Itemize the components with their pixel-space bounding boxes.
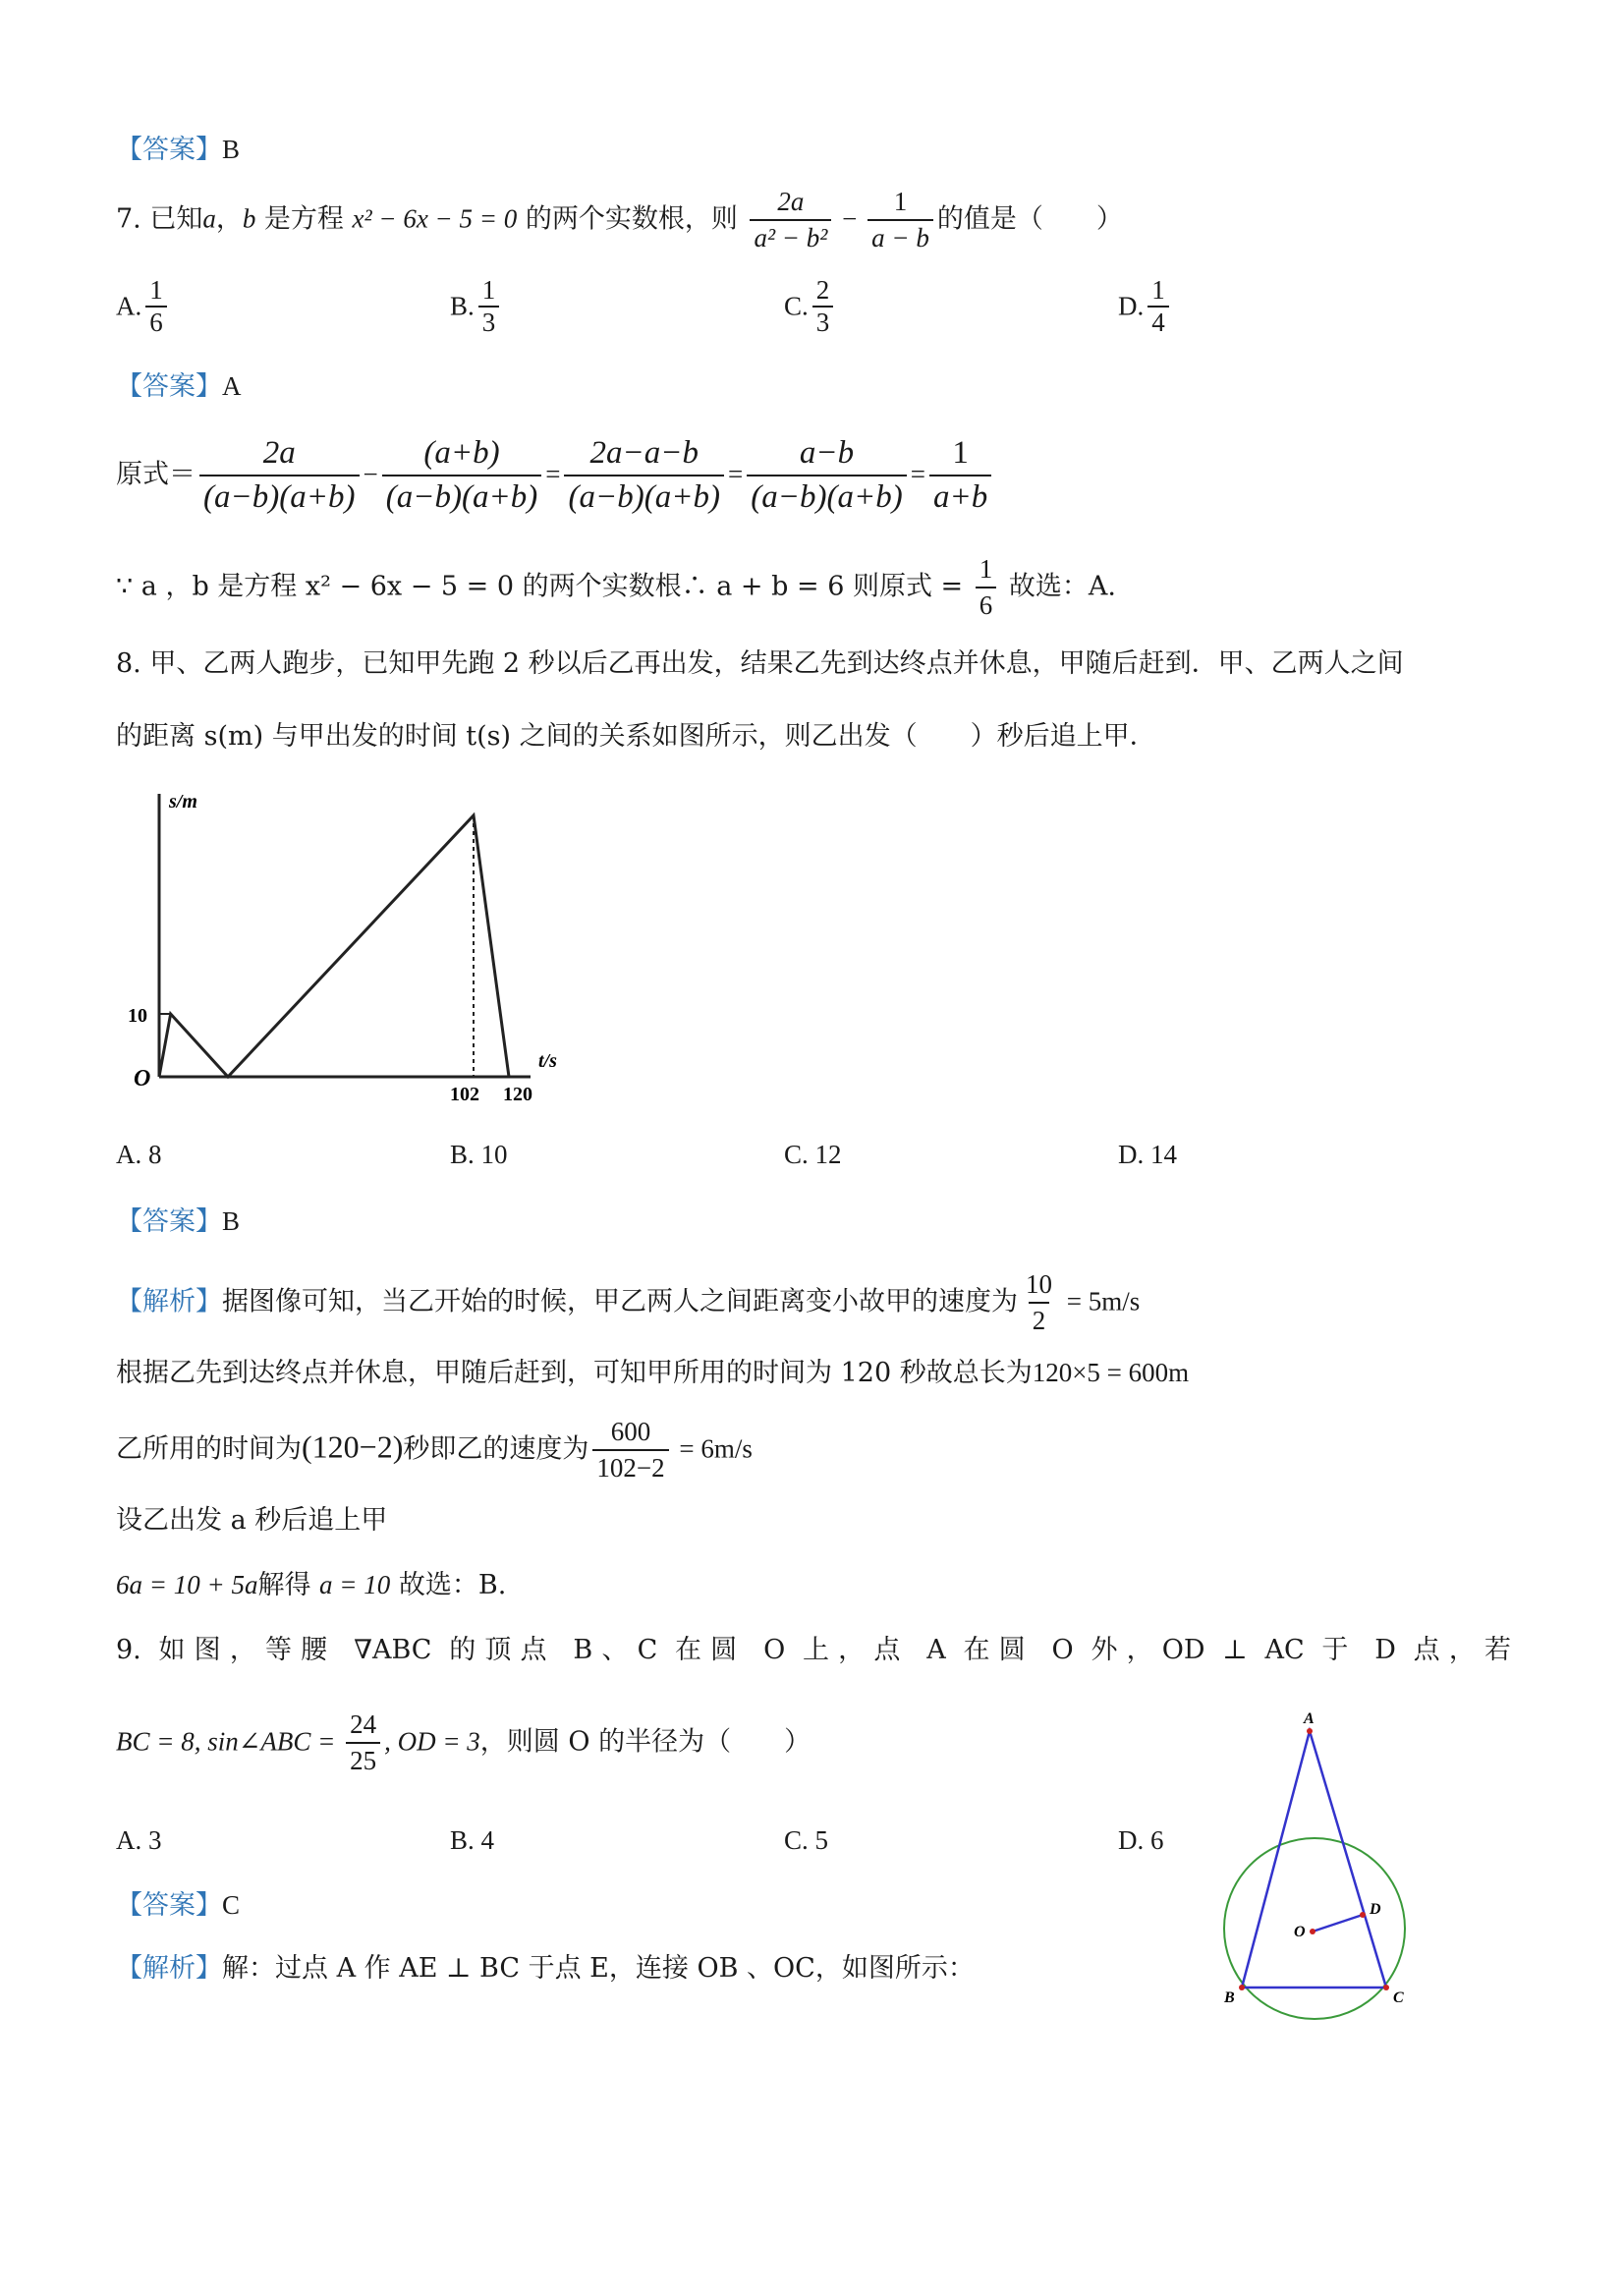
- solution-text: ∵ a ，b 是方程 x² − 6x − 5 = 0 的两个实数根∴ a + b = 6 则原式 =: [116, 571, 972, 602]
- option-b[interactable]: [450, 275, 503, 338]
- answer-8: [116, 1204, 240, 1239]
- solution-prefix: 原式＝: [116, 459, 196, 490]
- answer-6: [116, 133, 240, 167]
- point-c: [1383, 1985, 1389, 1990]
- question-8-line-2: 的距离 s(m) 与甲出发的时间 t(s) 之间的关系如图所示，则乙出发（ ）秒后追上甲．: [116, 721, 1156, 752]
- fraction: [1147, 275, 1169, 338]
- option-c[interactable]: [784, 275, 837, 338]
- option-a[interactable]: [116, 275, 171, 338]
- equals-sign: =: [545, 459, 561, 489]
- solution-8-line-4: 设乙出发 a 秒后追上甲: [116, 1505, 388, 1536]
- solution-result: a = 10: [319, 1570, 391, 1599]
- fraction: [976, 552, 997, 623]
- numerator: 24: [350, 1709, 377, 1739]
- option-label: D.: [1118, 291, 1145, 321]
- numerator: 1: [149, 275, 163, 305]
- fraction: [564, 432, 724, 519]
- option-d[interactable]: D. 14: [1118, 1140, 1177, 1169]
- y-tick-label: 10: [128, 1005, 147, 1027]
- denominator: (a−b)(a+b): [382, 475, 542, 519]
- distance-line: [159, 815, 509, 1077]
- numerator: 600: [610, 1417, 651, 1446]
- denominator: 2: [1029, 1302, 1050, 1338]
- equals-sign: =: [910, 459, 925, 489]
- numerator: 1: [979, 554, 993, 584]
- var-b: b: [242, 203, 256, 234]
- numerator: 2a: [777, 187, 805, 216]
- analysis-tag: 【解析】: [116, 1953, 222, 1984]
- fraction: [478, 275, 500, 338]
- denominator: a² − b²: [750, 219, 831, 255]
- numerator: 1: [893, 187, 908, 216]
- label-b: B: [1224, 1989, 1235, 2006]
- solution-text: 乙所用的时间为: [116, 1433, 302, 1465]
- option-c[interactable]: C. 12: [784, 1140, 842, 1169]
- option-label: A.: [116, 291, 142, 321]
- q7-text-3: 的值是（ ）: [936, 203, 1123, 235]
- answer-9: [116, 1888, 240, 1923]
- label-a: A: [1304, 1710, 1315, 1727]
- circle-o: [1224, 1838, 1405, 2019]
- numerator: 1: [1151, 275, 1165, 305]
- solution-text-end: 故选：A.: [1000, 571, 1116, 602]
- denominator: (a−b)(a+b): [199, 475, 360, 519]
- option-a[interactable]: A. 3: [116, 1825, 162, 1855]
- fraction: [199, 432, 360, 519]
- point-b: [1239, 1985, 1245, 1990]
- analysis-tag: 【解析】: [116, 1286, 222, 1317]
- denominator: (a−b)(a+b): [747, 475, 907, 519]
- denominator: 102−2: [592, 1449, 668, 1485]
- option-d[interactable]: [1118, 275, 1173, 338]
- distance-time-graph: [118, 786, 580, 1110]
- option-label: C.: [784, 291, 809, 321]
- label-o: O: [1294, 1924, 1306, 1940]
- answer-7: [116, 369, 242, 404]
- solution-text-end: 故选：B.: [390, 1570, 507, 1600]
- solution-expr: (120−2): [302, 1428, 404, 1465]
- x-axis-label: t/s: [538, 1050, 557, 1072]
- option-a[interactable]: A. 8: [116, 1140, 162, 1169]
- question-9-line-1: 9. 如图，等腰 ∇ABC 的顶点 B、C 在圆 O 上，点 A 在圆 O 外，OD ⊥ AC 于 D 点，若: [116, 1635, 1511, 1665]
- point-d: [1360, 1912, 1366, 1918]
- fraction: [929, 432, 991, 519]
- numerator: (a+b): [423, 435, 500, 471]
- answer-tag: 【答案】: [116, 371, 222, 402]
- denominator: 3: [478, 306, 500, 338]
- q7-text: 是方程: [255, 203, 353, 235]
- numerator: 10: [1026, 1269, 1052, 1299]
- answer-value: B: [222, 1206, 241, 1236]
- question-text: ，则圆 O 的半径为（ ）: [479, 1726, 812, 1758]
- question-number: 7. 已知: [116, 203, 203, 235]
- answer-value: C: [222, 1890, 241, 1920]
- option-label: B.: [450, 291, 475, 321]
- fraction: [747, 432, 907, 519]
- fraction: [145, 275, 167, 338]
- denominator: 3: [812, 306, 834, 338]
- solution-7-line-1: [116, 432, 995, 519]
- option-b[interactable]: B. 10: [450, 1140, 508, 1169]
- segment-od: [1313, 1915, 1363, 1932]
- denominator: a − b: [867, 219, 933, 255]
- option-b[interactable]: B. 4: [450, 1825, 495, 1855]
- triangle-abc: [1242, 1731, 1386, 1988]
- numerator: 2: [815, 275, 830, 305]
- numerator: 1: [481, 275, 496, 305]
- option-c[interactable]: C. 5: [784, 1825, 829, 1855]
- solution-text: 秒即乙的速度为: [403, 1433, 589, 1465]
- question-8-line-1: 8. 甲、乙两人跑步，已知甲先跑 2 秒以后乙再出发，结果乙先到达终点并休息，甲随后赶到．甲、乙两人之间: [116, 648, 1404, 679]
- fraction: [812, 275, 834, 338]
- solution-8-line-5: [116, 1568, 506, 1602]
- question-9-line-2: [116, 1708, 811, 1778]
- denominator: 4: [1147, 306, 1169, 338]
- point-o: [1310, 1929, 1315, 1934]
- fraction: [592, 1415, 668, 1485]
- operator: −: [363, 459, 378, 489]
- equals-sign: =: [727, 459, 744, 489]
- denominator: a+b: [929, 475, 991, 519]
- solution-8-line-1: [116, 1267, 1140, 1338]
- var-a: a: [202, 203, 216, 234]
- solution-result: 120×5 = 600m: [1032, 1358, 1190, 1387]
- option-d[interactable]: D. 6: [1118, 1825, 1164, 1855]
- numerator: a−b: [799, 435, 855, 471]
- triangle-circle-figure: [1208, 1709, 1425, 2024]
- numerator: 2a: [262, 435, 296, 471]
- solution-text: 根据乙先到达终点并休息，甲随后赶到，可知甲所用的时间为 120 秒故总长为: [116, 1358, 1033, 1388]
- solution-8-line-3: [116, 1415, 753, 1485]
- denominator: 25: [346, 1742, 380, 1778]
- equation: x² − 6x − 5 = 0: [352, 203, 518, 234]
- equation: 6a = 10 + 5a: [116, 1570, 258, 1599]
- label-c: C: [1393, 1989, 1404, 2006]
- answer-value: B: [222, 135, 241, 164]
- x-tick-label: 102: [450, 1084, 479, 1105]
- origin-label: O: [134, 1066, 151, 1092]
- denominator: 6: [976, 587, 997, 623]
- solution-result: = 6m/s: [672, 1433, 753, 1464]
- denominator: (a−b)(a+b): [564, 475, 724, 519]
- answer-tag: 【答案】: [116, 1890, 222, 1921]
- solution-text: 解得: [257, 1570, 320, 1600]
- q7-text-2: 的两个实数根，则: [517, 203, 738, 235]
- answer-tag: 【答案】: [116, 135, 222, 165]
- solution-7-line-2: [116, 552, 1116, 623]
- solution-result: = 5m/s: [1060, 1286, 1141, 1316]
- fraction: [750, 185, 831, 255]
- point-a: [1307, 1728, 1313, 1734]
- minus-sign: −: [835, 203, 865, 234]
- question-7: [116, 185, 1123, 255]
- solution-text: 据图像可知，当乙开始的时候，甲乙两人之间距离变小故甲的速度为: [222, 1286, 1018, 1317]
- condition-text: BC = 8, sin∠ABC =: [116, 1726, 343, 1757]
- solution-8-line-2: [116, 1356, 1189, 1390]
- comma: ，: [215, 203, 243, 235]
- numerator: 1: [952, 435, 969, 471]
- fraction: [1022, 1267, 1056, 1338]
- y-axis-label: s/m: [169, 791, 197, 812]
- x-tick-label: 120: [503, 1084, 532, 1105]
- fraction: [346, 1708, 380, 1778]
- solution-9: [116, 1951, 975, 1986]
- fraction: [382, 432, 542, 519]
- condition-text: , OD = 3: [384, 1726, 480, 1757]
- numerator: 2a−a−b: [589, 435, 699, 471]
- fraction: [867, 185, 933, 255]
- label-d: D: [1370, 1901, 1381, 1918]
- answer-value: A: [222, 371, 242, 401]
- answer-tag: 【答案】: [116, 1206, 222, 1237]
- denominator: 6: [145, 306, 167, 338]
- solution-text: 解：过点 A 作 AE ⊥ BC 于点 E，连接 OB 、OC，如图所示：: [222, 1953, 975, 1984]
